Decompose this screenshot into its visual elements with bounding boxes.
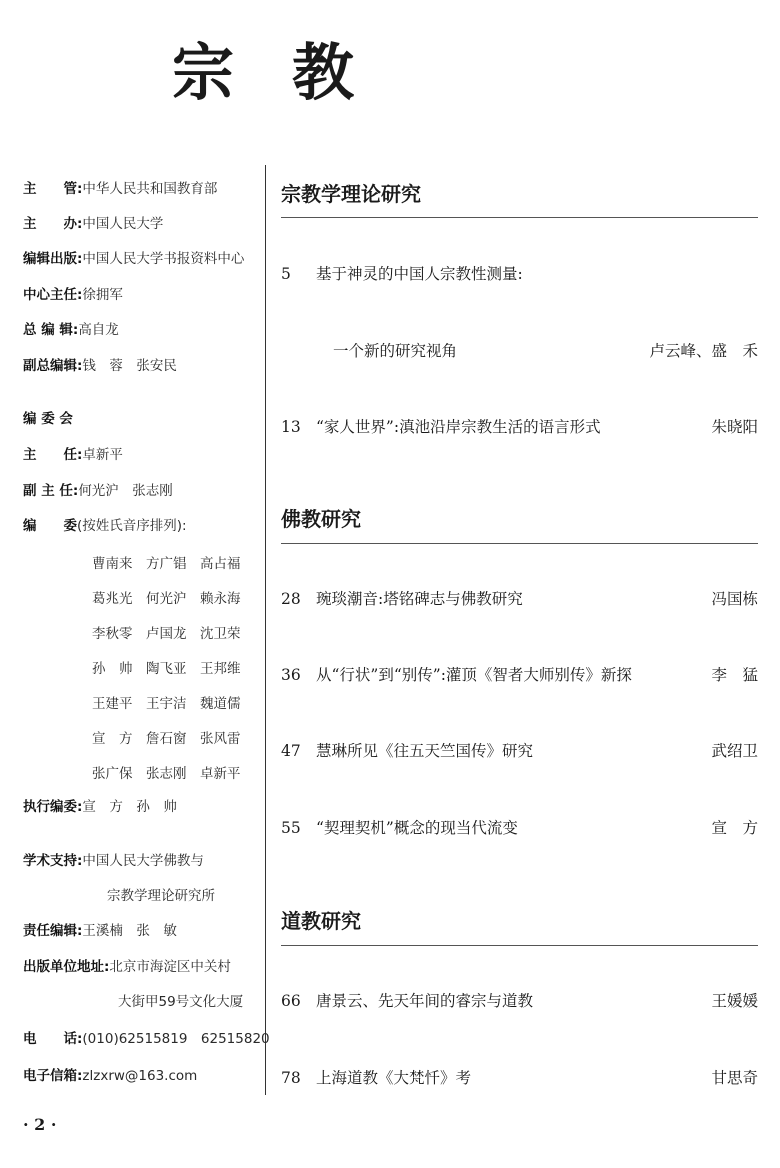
toc-page: 5 (281, 265, 291, 283)
masthead-committee-heading: 编 委 会 (23, 411, 73, 427)
toc-page: 36 (281, 666, 301, 684)
masthead-address-cont: 大街甲59号文化大厦 (118, 994, 244, 1010)
toc-entry[interactable] (281, 263, 758, 285)
masthead-sponsor: 主 办:中国人民大学 (23, 216, 164, 232)
committee-row: 张广保 张志刚 卓新平 (92, 766, 241, 782)
toc-author: 冯国栋 (711, 590, 758, 608)
masthead-phone: 电 话:(010)62515819 62515820 (23, 1031, 270, 1047)
toc-author: 王媛媛 (711, 992, 758, 1010)
masthead-publisher: 编辑出版:中国人民大学书报资料中心 (23, 251, 245, 267)
toc-author: 李 猛 (711, 666, 758, 684)
masthead-address: 出版单位地址:北京市海淀区中关村 (23, 959, 231, 975)
committee-row: 李秋零 卢国龙 沈卫荣 (92, 626, 241, 642)
committee-row: 宣 方 詹石窗 张风雷 (92, 731, 241, 747)
masthead-academic-support: 学术支持:中国人民大学佛教与 (23, 853, 204, 869)
toc-title: 慧琳所见《往五天竺国传》研究 (316, 742, 534, 760)
toc-entry[interactable] (281, 340, 758, 362)
section-rule (281, 217, 758, 218)
toc-author: 朱晓阳 (711, 418, 758, 436)
toc-title: “家人世界”:滇池沿岸宗教生活的语言形式 (316, 418, 601, 436)
section-title: 佛教研究 (281, 507, 361, 531)
toc-title: 基于神灵的中国人宗教性测量: (316, 265, 523, 283)
toc-author: 宣 方 (711, 819, 758, 837)
section-title: 道教研究 (281, 909, 361, 933)
committee-row: 王建平 王宇洁 魏道儒 (92, 696, 241, 712)
masthead-executive-editors: 执行编委:宣 方 孙 帅 (23, 799, 177, 815)
toc-entry[interactable] (281, 990, 758, 1012)
toc-page: 13 (281, 418, 301, 436)
toc-title: 一个新的研究视角 (333, 342, 458, 360)
masthead-responsible-editors: 责任编辑:王溪楠 张 敏 (23, 923, 177, 939)
toc-entry[interactable] (281, 817, 758, 839)
section-title: 宗教学理论研究 (281, 182, 421, 206)
toc-title: 琬琰潮音:塔铭碑志与佛教研究 (316, 590, 523, 608)
page-number: · 2 · (23, 1115, 57, 1134)
masthead-committee-members-label: 编 委(按姓氏音序排列): (23, 518, 187, 534)
toc-entry[interactable] (281, 416, 758, 438)
toc-title: 从“行状”到“别传”:灌顶《智者大师别传》新探 (316, 666, 632, 684)
toc-entry[interactable] (281, 1067, 758, 1089)
masthead-deputy-editor: 副总编辑:钱 蓉 张安民 (23, 358, 177, 374)
toc-entry[interactable] (281, 740, 758, 762)
masthead-center-director: 中心主任:徐拥军 (23, 287, 123, 303)
toc-page: 66 (281, 992, 301, 1010)
toc-page: 55 (281, 819, 301, 837)
toc-title: 唐景云、先天年间的睿宗与道教 (316, 992, 534, 1010)
masthead-committee-chair: 主 任:卓新平 (23, 447, 123, 463)
toc-title: “契理契机”概念的现当代流变 (316, 819, 518, 837)
toc-author: 卢云峰、盛 禾 (649, 342, 758, 360)
masthead-academic-support-cont: 宗教学理论研究所 (107, 888, 215, 904)
masthead-email: 电子信箱:zlzxrw@163.com (23, 1068, 198, 1084)
committee-row: 葛兆光 何光沪 赖永海 (92, 591, 241, 607)
toc-page: 47 (281, 742, 301, 760)
toc-author: 武绍卫 (711, 742, 758, 760)
section-rule (281, 543, 758, 544)
masthead-supervisor: 主 管:中华人民共和国教育部 (23, 181, 218, 197)
masthead-committee-vice-chair: 副 主 任:何光沪 张志刚 (23, 483, 173, 499)
toc-author: 甘思奇 (711, 1069, 758, 1087)
committee-row: 曹南来 方广锠 高占福 (92, 556, 241, 572)
toc-title: 上海道教《大梵忏》考 (316, 1069, 472, 1087)
section-rule (281, 945, 758, 946)
journal-title: 宗教 (172, 36, 413, 109)
toc-page: 78 (281, 1069, 301, 1087)
column-divider (265, 165, 266, 1095)
masthead-chief-editor: 总 编 辑:高自龙 (23, 322, 119, 338)
committee-row: 孙 帅 陶飞亚 王邦维 (92, 661, 241, 677)
toc-entry[interactable] (281, 664, 758, 686)
toc-entry[interactable] (281, 588, 758, 610)
toc-page: 28 (281, 590, 301, 608)
